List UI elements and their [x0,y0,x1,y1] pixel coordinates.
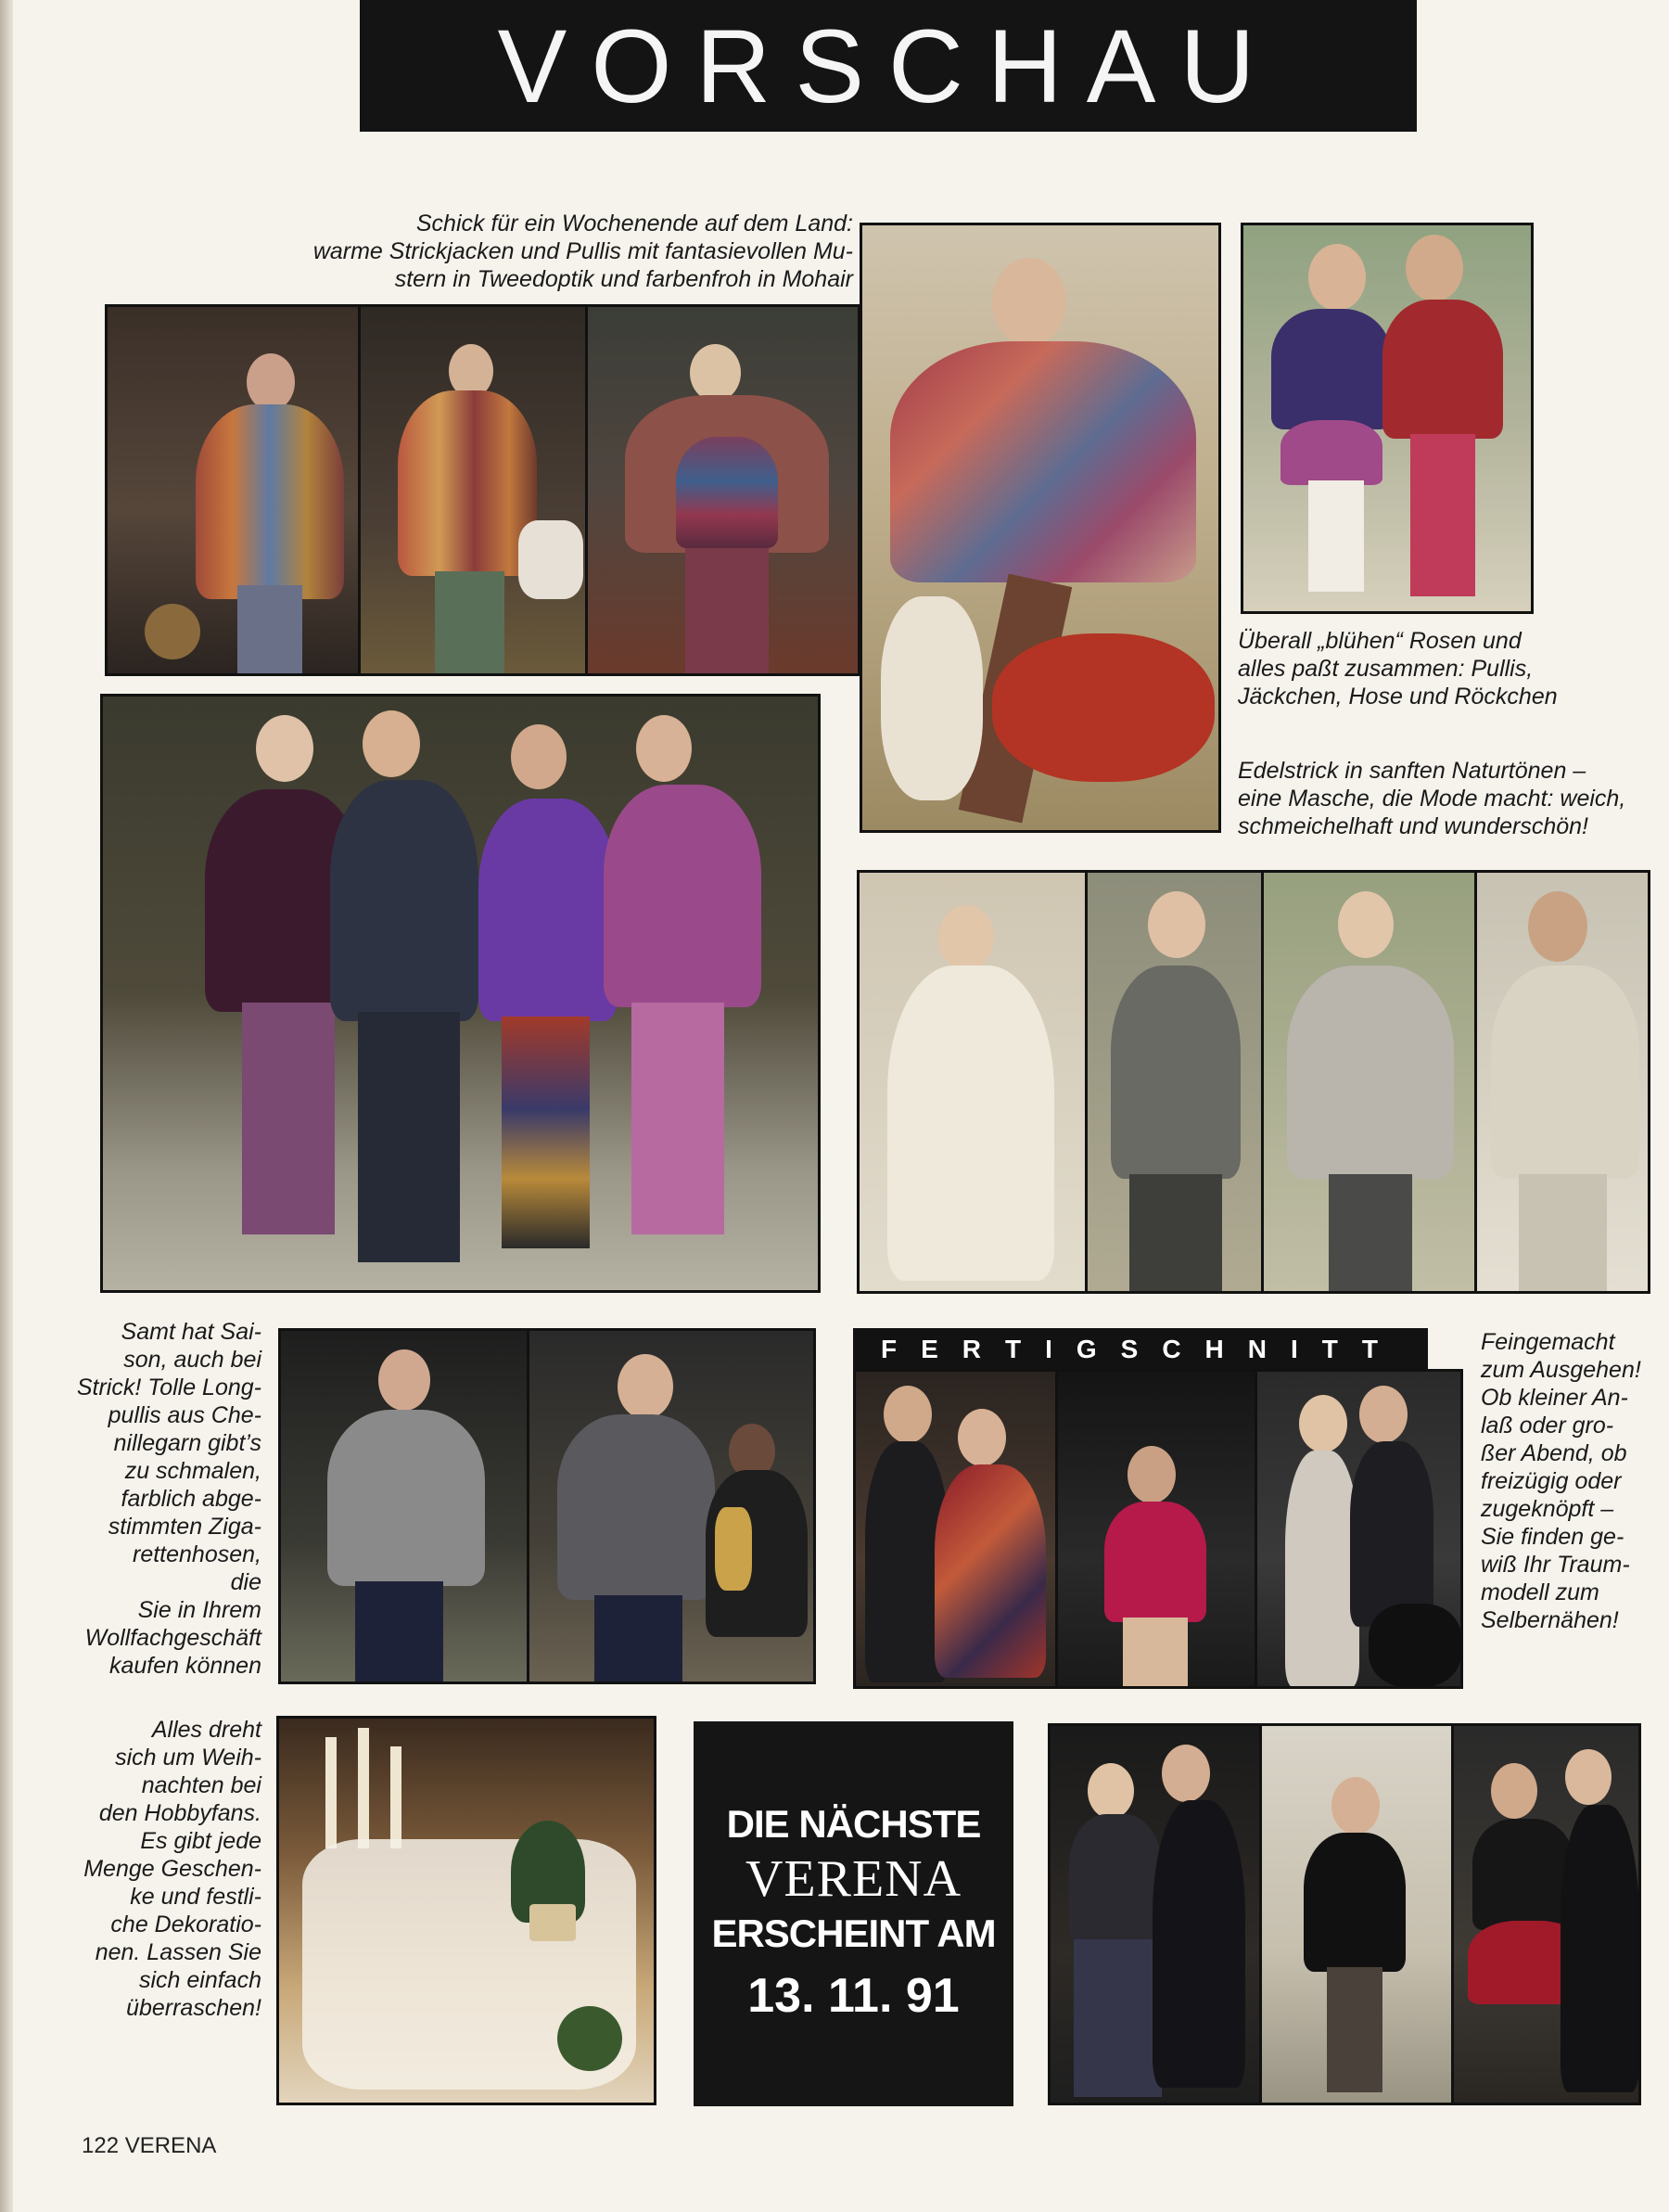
caption-line: alles paßt zusammen: Pullis, [1238,656,1534,682]
caption-line: laß oder gro- [1481,1413,1614,1438]
photo-mohair-woman [860,223,1221,833]
page-folio: 122 VERENA [82,2133,217,2158]
caption-line: ßer Abend, ob [1481,1440,1627,1466]
caption-line: ke und festli- [130,1884,261,1910]
caption-line: Überall „blühen“ Rosen und [1238,628,1522,654]
caption-velvet [56,1318,261,1680]
caption-line: Alles dreht [151,1717,261,1743]
caption-roses [1238,627,1646,710]
photo-pane [856,1372,1055,1686]
next-issue-box [694,1721,1013,2106]
caption-line: kaufen können [108,1653,261,1679]
caption-line: sich einfach [138,1967,261,1993]
caption-line: rettenhosen, [133,1541,261,1567]
caption-line: Schick für ein Wochenende auf dem Land: [415,211,853,237]
fertigschnitt-banner [853,1328,1428,1371]
caption-line: zugeknöpft – [1481,1496,1614,1522]
caption-line: den Hobbyfans. [98,1800,261,1826]
photo-group-chenille [100,694,821,1293]
photo-pane [1451,1726,1641,2103]
caption-line: nen. Lassen Sie [95,1939,261,1965]
photo-pane [1051,1726,1259,2103]
caption-line: Menge Geschen- [83,1856,261,1882]
caption-line: Ob kleiner An- [1481,1385,1628,1411]
page-edge [0,0,13,2212]
photo-country-cardigans [105,304,860,676]
caption-line: freizügig oder [1481,1468,1622,1494]
caption-line: überraschen! [126,1995,261,2021]
next-issue-line3: ERSCHEINT AM [711,1911,996,1955]
caption-line: che Dekoratio- [110,1912,261,1937]
photo-christmas-decor [276,1716,656,2105]
photo-pane [1474,873,1650,1291]
caption-line: zum Ausgehen! [1481,1357,1641,1383]
photo-pane [860,873,1085,1291]
caption-line: stimmten Ziga- [108,1514,261,1540]
caption-line: Wollfachgeschäft [84,1625,261,1651]
caption-line: die [230,1569,261,1595]
caption-christmas [56,1716,261,2022]
next-issue-line1: DIE NÄCHSTE [726,1801,981,1846]
page-title-text: VORSCHAU [497,7,1280,124]
caption-line: Selbernähen! [1481,1607,1619,1633]
caption-line: sich um Weih- [115,1745,261,1771]
caption-evening [1481,1328,1666,1634]
photo-pane [585,307,860,673]
caption-line: Strick! Tolle Long- [76,1375,261,1400]
caption-country-weekend [278,210,853,293]
caption-line: Edelstrick in sanften Naturtönen – [1238,758,1586,784]
caption-line: warme Strickjacken und Pullis mit fantasievollen Mu- [312,238,853,264]
caption-line: nillegarn gibt’s [113,1430,261,1456]
photo-girls-roses [1241,223,1534,614]
caption-line: stern in Tweedoptik und farbenfroh in Mohair [394,266,853,292]
photo-pane [527,1331,816,1681]
caption-line: Jäckchen, Hose und Röckchen [1238,684,1558,710]
caption-line: pullis aus Che- [108,1402,261,1428]
caption-line: son, auch bei [123,1347,261,1373]
caption-line: wiß Ihr Traum- [1481,1552,1630,1578]
next-issue-brand: VERENA [745,1849,962,1908]
photo-evening-wear [853,1369,1463,1689]
caption-line: nachten bei [141,1772,261,1798]
photo-pane [1255,1372,1463,1686]
caption-line: Sie in Ihrem [137,1597,261,1623]
banner-label: FERTIGSCHNITT [881,1335,1402,1363]
caption-line: Sie finden ge- [1481,1524,1624,1550]
photo-pane [108,307,358,673]
caption-line: modell zum [1481,1579,1599,1605]
next-issue-date: 13. 11. 91 [747,1968,960,2023]
photo-pane [1259,1726,1454,2103]
caption-natural-tones [1238,757,1655,840]
photo-evening-gowns [1048,1723,1641,2105]
page-title [360,0,1417,132]
photo-chenille-longpullis [278,1328,816,1684]
photo-pane [1085,873,1264,1291]
caption-line: Samt hat Sai- [121,1319,261,1345]
caption-line: zu schmalen, [124,1458,261,1484]
caption-line: schmeichelhaft und wunderschön! [1238,813,1589,839]
photo-pane [281,1331,527,1681]
photo-pane [1261,873,1477,1291]
caption-line: Feingemacht [1481,1329,1615,1355]
caption-line: Es gibt jede [140,1828,261,1854]
photo-pane [1055,1372,1257,1686]
photo-natural-knits [857,870,1650,1294]
caption-line: farblich abge- [121,1486,261,1512]
photo-pane [358,307,588,673]
caption-line: eine Masche, die Mode macht: weich, [1238,786,1626,812]
